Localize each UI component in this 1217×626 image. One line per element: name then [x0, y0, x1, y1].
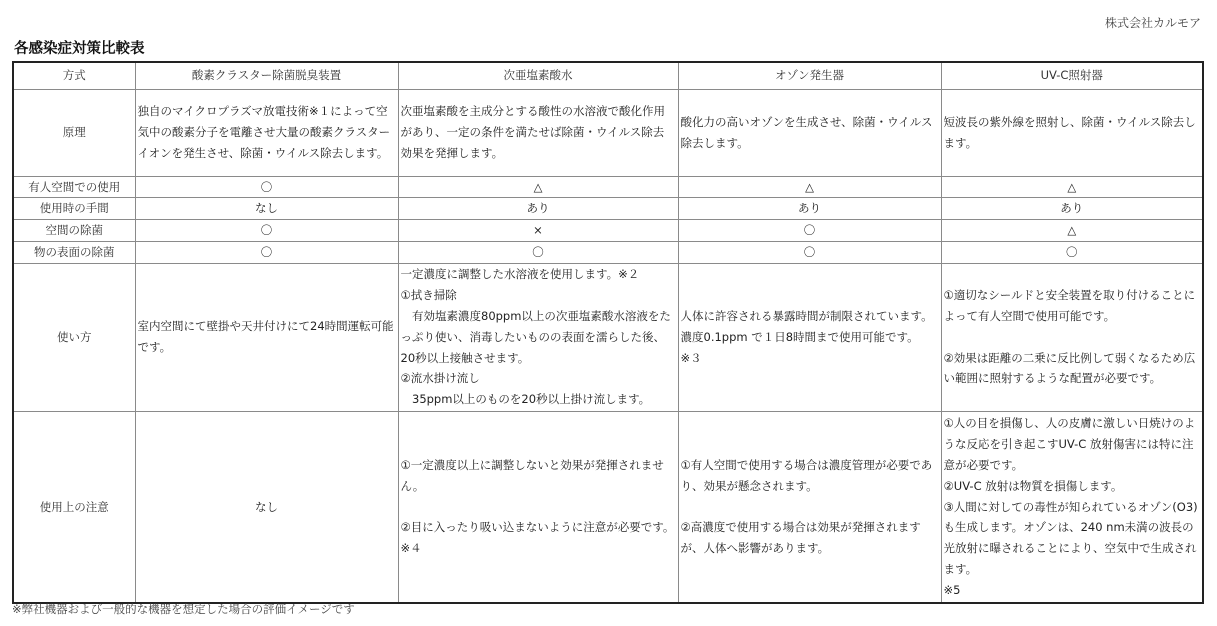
- rating-cell: △: [941, 220, 1203, 242]
- rating-cell: 〇: [135, 220, 398, 242]
- row-label: 使用上の注意: [13, 411, 135, 603]
- rating-cell: なし: [135, 198, 398, 220]
- row-surface-sterilization: [13, 241, 1203, 263]
- row-label: 有人空間での使用: [13, 176, 135, 198]
- header-hypochlorous-water: 次亜塩素酸水: [398, 62, 678, 89]
- cell-usage-oxygen-cluster: 室内空間にて壁掛や天井付けにて24時間運転可能です。: [135, 263, 398, 411]
- header-row: [13, 62, 1203, 89]
- rating-cell: 〇: [941, 241, 1203, 263]
- row-usage: [13, 263, 1203, 411]
- header-method: 方式: [13, 62, 135, 89]
- row-label: 使い方: [13, 263, 135, 411]
- cell-precautions-hypochlorous: ①一定濃度以上に調整しないと効果が発揮されません。 ②目に入ったり吸い込まないように注意が必要です。 ※４: [398, 411, 678, 603]
- rating-cell: △: [398, 176, 678, 198]
- cell-usage-uvc: ①適切なシールドと安全装置を取り付けることによって有人空間で使用可能です。 ②効果は距離の二乗に反比例して弱くなるため広い範囲に照射するような配置が必要です。: [941, 263, 1203, 411]
- rating-cell: 〇: [398, 241, 678, 263]
- footnote: ※弊社機器および一般的な機器を想定した場合の評価イメージです: [12, 602, 355, 616]
- row-label: 空間の除菌: [13, 220, 135, 242]
- cell-precautions-oxygen-cluster: なし: [135, 411, 398, 603]
- rating-cell: あり: [941, 198, 1203, 220]
- rating-cell: 〇: [678, 220, 941, 242]
- row-label: 物の表面の除菌: [13, 241, 135, 263]
- rating-cell: ×: [398, 220, 678, 242]
- rating-cell: △: [678, 176, 941, 198]
- page-title: 各感染症対策比較表: [14, 41, 145, 57]
- cell-principle-ozone: 酸化力の高いオゾンを生成させ、除菌・ウイルス除去します。: [678, 89, 941, 176]
- row-principle: [13, 89, 1203, 176]
- rating-cell: 〇: [135, 176, 398, 198]
- header-oxygen-cluster: 酸素クラスター除菌脱臭装置: [135, 62, 398, 89]
- row-precautions: [13, 411, 1203, 603]
- comparison-table: [12, 61, 1204, 604]
- header-ozone-generator: オゾン発生器: [678, 62, 941, 89]
- rating-cell: △: [941, 176, 1203, 198]
- cell-usage-ozone: 人体に許容される暴露時間が制限されています。 濃度0.1ppm で１日8時間まで使用可能です。 ※３: [678, 263, 941, 411]
- row-label: 使用時の手間: [13, 198, 135, 220]
- company-name: 株式会社カルモア: [1104, 16, 1201, 30]
- row-effort: [13, 198, 1203, 220]
- cell-usage-hypochlorous: 一定濃度に調整した水溶液を使用します。※２ ①拭き掃除 有効塩素濃度80ppm以上の次亜塩素酸水溶液をたっぷり使い、消毒したいものの表面を濡らした後、20秒以上接触させます。 ②流水掛け流し 35ppm以上のものを20秒以上掛け流します。: [398, 263, 678, 411]
- cell-precautions-uvc: ①人の目を損傷し、人の皮膚に激しい日焼けのような反応を引き起こすUV-C 放射傷害には特に注意が必要です。 ②UV-C 放射は物質を損傷します。 ③人間に対しての毒性が知られているオゾン(O3)も生成します。オゾンは、240 nm未満の波長の光放射に曝されることにより、空気中で生成されます。 ※5: [941, 411, 1203, 603]
- row-label: 原理: [13, 89, 135, 176]
- rating-cell: あり: [678, 198, 941, 220]
- cell-principle-hypochlorous: 次亜塩素酸を主成分とする酸性の水溶液で酸化作用があり、一定の条件を満たせば除菌・ウイルス除去効果を発揮します。: [398, 89, 678, 176]
- cell-precautions-ozone: ①有人空間で使用する場合は濃度管理が必要であり、効果が懸念されます。 ②高濃度で使用する場合は効果が発揮されますが、人体へ影響があります。: [678, 411, 941, 603]
- rating-cell: あり: [398, 198, 678, 220]
- rating-cell: 〇: [135, 241, 398, 263]
- cell-principle-uvc: 短波長の紫外線を照射し、除菌・ウイルス除去します。: [941, 89, 1203, 176]
- rating-cell: 〇: [678, 241, 941, 263]
- header-uvc-irradiator: UV-C照射器: [941, 62, 1203, 89]
- row-occupied-use: [13, 176, 1203, 198]
- cell-principle-oxygen-cluster: 独自のマイクロプラズマ放電技術※１によって空気中の酸素分子を電離させ大量の酸素クラスターイオンを発生させ、除菌・ウイルス除去します。: [135, 89, 398, 176]
- row-space-sterilization: [13, 220, 1203, 242]
